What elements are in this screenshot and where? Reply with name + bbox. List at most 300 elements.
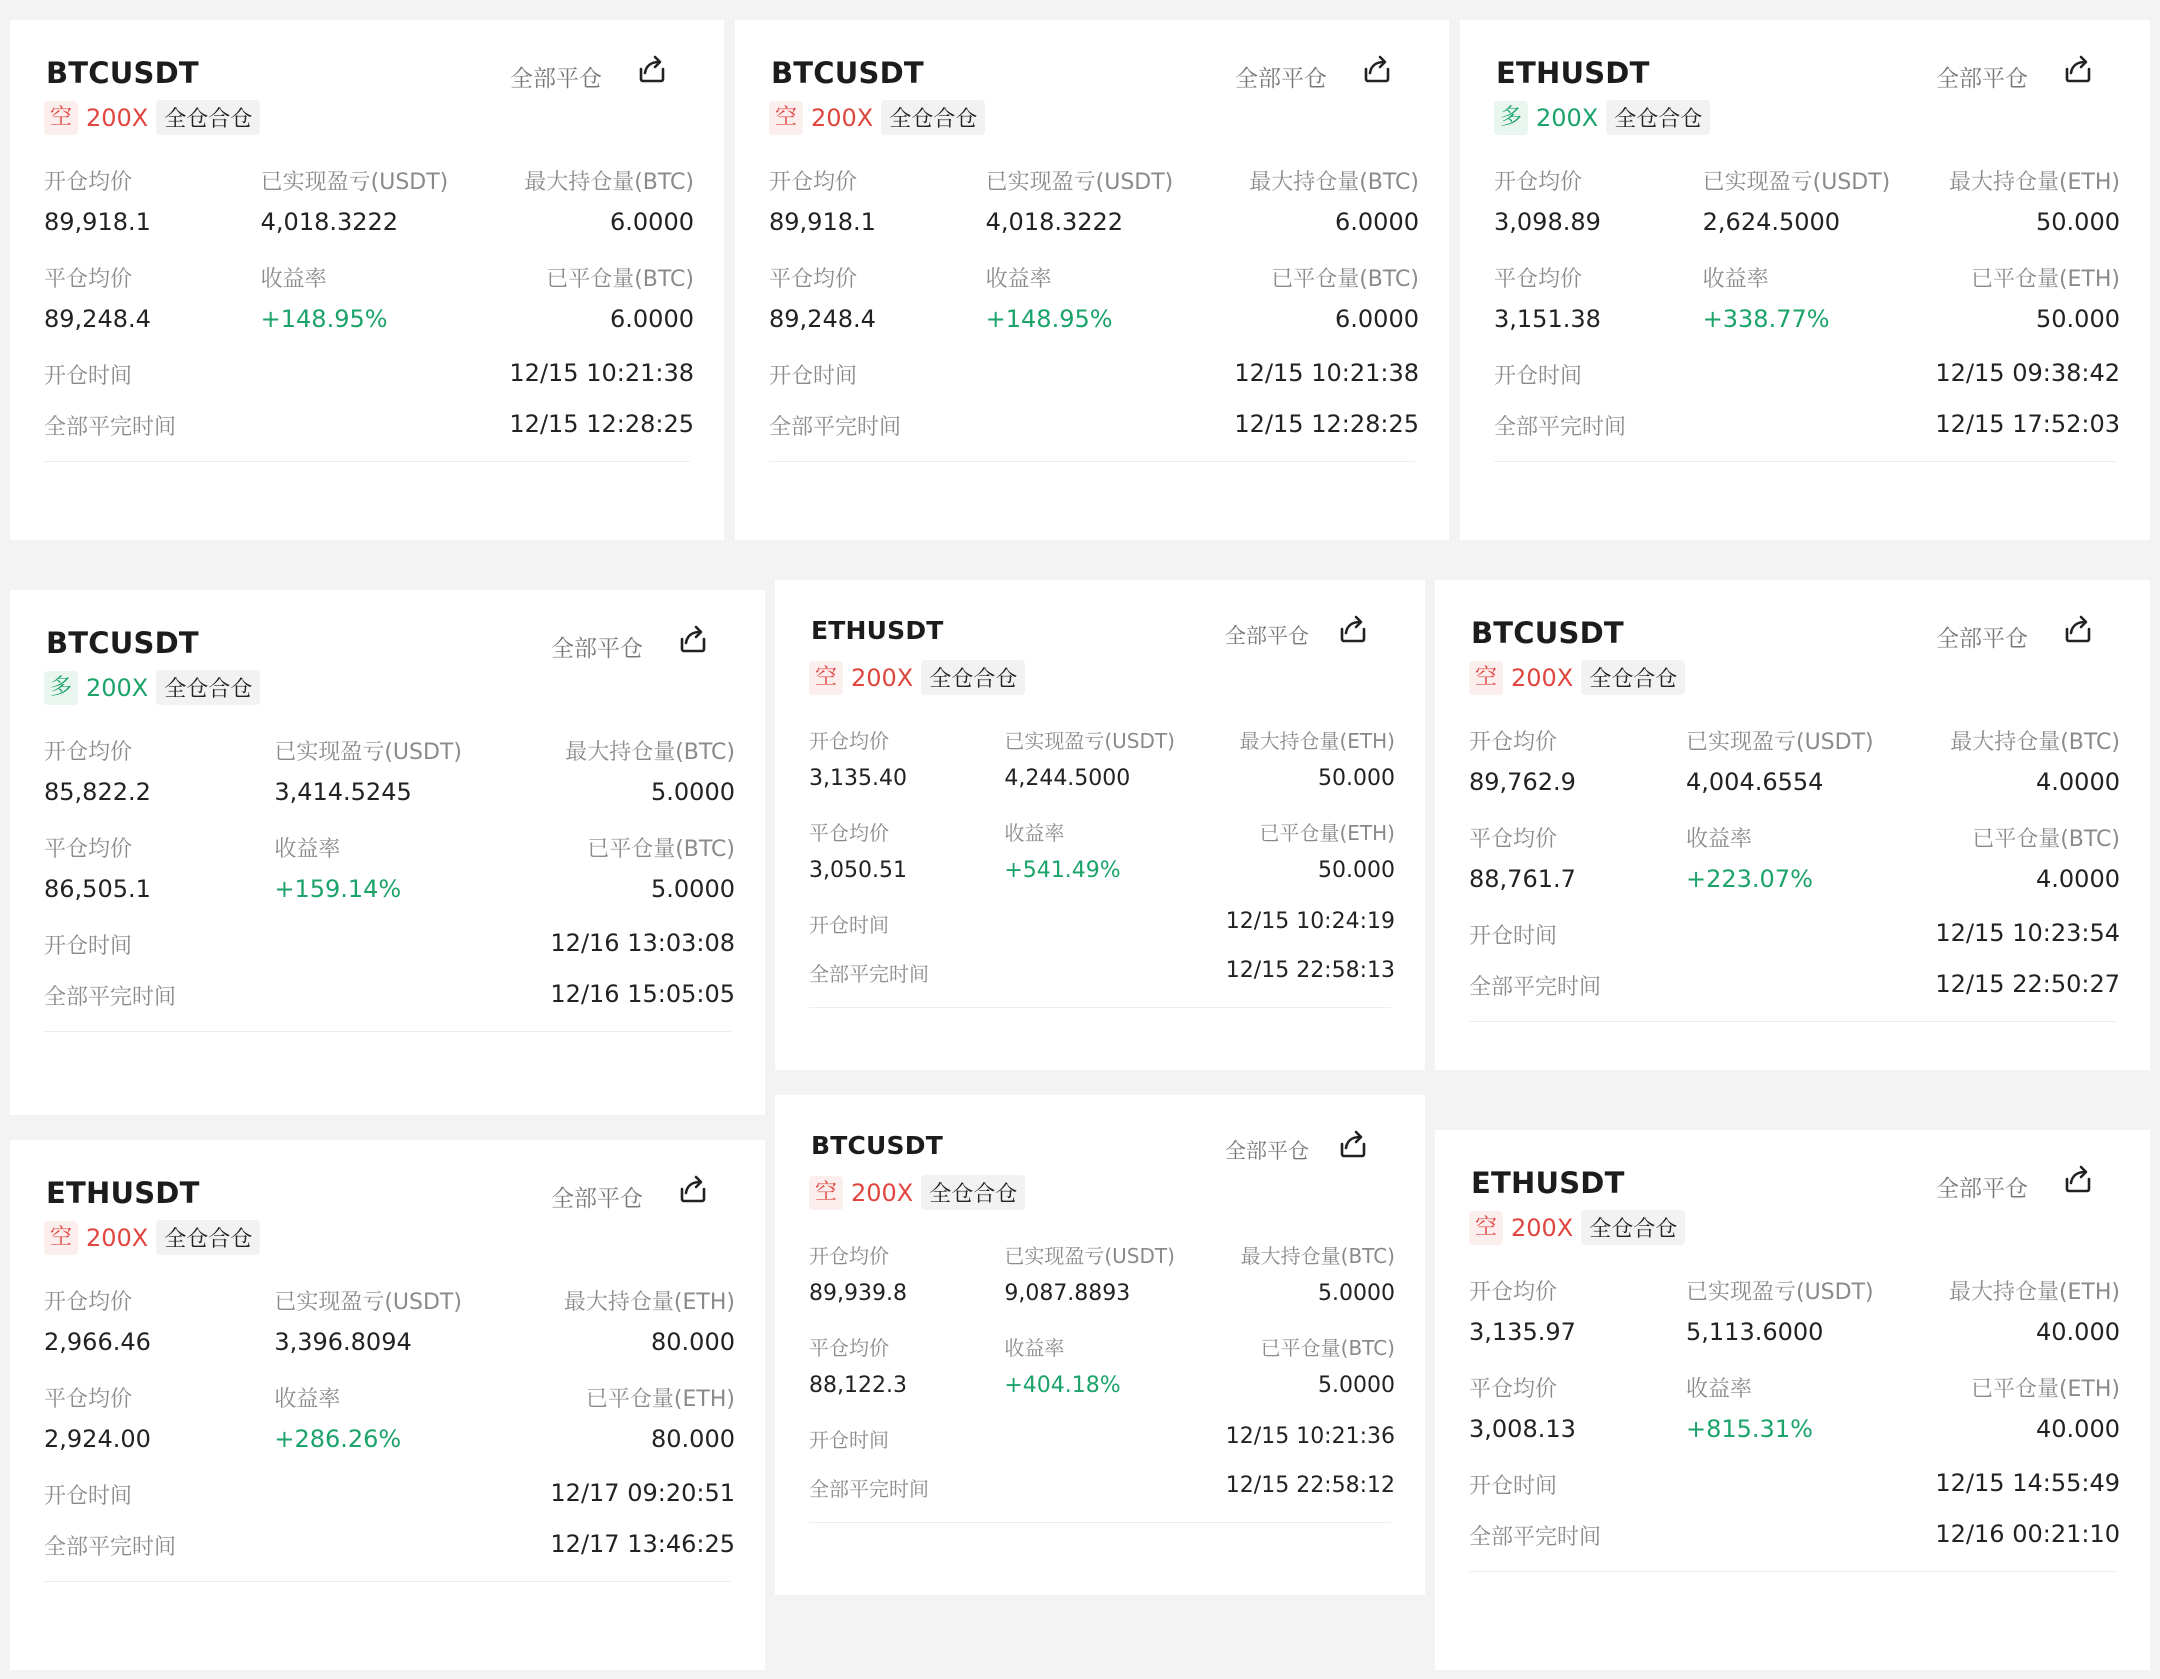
full-close-time-value: 12/17 13:46:25 xyxy=(550,1530,735,1558)
avg-open-value: 89,918.1 xyxy=(769,208,876,236)
closed-qty-value: 50.000 xyxy=(2036,305,2120,333)
avg-open-label: 开仓均价 xyxy=(44,740,133,765)
realized-label: 已实现盈亏(USDT) xyxy=(1702,170,1891,195)
closed-qty-label: 已平仓量(ETH) xyxy=(1970,1377,2120,1402)
full-close-time-row xyxy=(1469,970,2120,1001)
full-close-time-label: 全部平完时间 xyxy=(1494,415,1627,440)
open-time-value: 12/15 10:21:38 xyxy=(509,359,694,387)
max-position-cell xyxy=(477,165,694,236)
close-all-button[interactable]: 全部平仓 xyxy=(1936,66,2028,92)
roi-label: 收益率 xyxy=(1686,1377,1753,1402)
share-icon[interactable] xyxy=(2060,612,2096,648)
open-time-row xyxy=(1469,1469,2120,1500)
roi-label: 收益率 xyxy=(985,267,1052,292)
avg-open-cell xyxy=(1469,1275,1686,1346)
realized-label: 已实现盈亏(USDT) xyxy=(1686,1280,1874,1305)
realized-value: 4,244.5000 xyxy=(1004,766,1131,791)
avg-open-label: 开仓均价 xyxy=(44,1290,133,1315)
card-divider xyxy=(1469,1021,2116,1022)
symbol: BTCUSDT xyxy=(46,626,199,660)
open-time-value: 12/15 09:38:42 xyxy=(1935,359,2120,387)
realized-label: 已实现盈亏(USDT) xyxy=(1004,729,1175,753)
position-tags xyxy=(809,660,1395,695)
avg-open-label: 开仓均价 xyxy=(44,170,133,195)
realized-value: 4,018.3222 xyxy=(260,208,399,236)
roi-value: +159.14% xyxy=(274,875,402,903)
card-divider xyxy=(1469,1571,2116,1572)
max-position-cell xyxy=(505,735,735,806)
full-close-time-value: 12/15 22:58:13 xyxy=(1225,958,1395,983)
avg-open-label: 开仓均价 xyxy=(769,170,858,195)
open-time-value: 12/15 14:55:49 xyxy=(1935,1469,2120,1497)
margin-mode-badge: 全仓合仓 xyxy=(1581,660,1685,695)
position-card xyxy=(1435,1130,2150,1670)
leverage-badge: 200X xyxy=(811,103,874,132)
max-position-value: 4.0000 xyxy=(2036,768,2120,796)
card-header xyxy=(765,46,1419,92)
full-close-time-label: 全部平完时间 xyxy=(809,1477,929,1501)
open-time-row xyxy=(44,1479,735,1510)
roi-label: 收益率 xyxy=(1686,827,1753,852)
card-divider xyxy=(44,1031,731,1032)
roi-cell xyxy=(986,262,1203,333)
closed-qty-cell xyxy=(1202,262,1419,333)
closed-qty-label: 已平仓量(BTC) xyxy=(587,837,735,862)
avg-open-value: 89,762.9 xyxy=(1469,768,1576,796)
stats-grid xyxy=(1494,165,2120,359)
avg-open-value: 3,098.89 xyxy=(1494,208,1601,236)
card-header xyxy=(1465,1156,2120,1202)
max-position-value: 6.0000 xyxy=(610,208,694,236)
max-position-label: 最大持仓量(BTC) xyxy=(524,170,694,195)
closed-qty-label: 已平仓量(BTC) xyxy=(1972,827,2120,852)
leverage-badge: 200X xyxy=(851,1178,914,1207)
open-time-row xyxy=(809,909,1395,938)
realized-cell xyxy=(261,165,478,236)
close-all-button[interactable]: 全部平仓 xyxy=(551,636,643,662)
max-position-value: 5.0000 xyxy=(1318,1281,1395,1306)
avg-open-value: 85,822.2 xyxy=(44,778,151,806)
avg-open-cell xyxy=(44,165,261,236)
roi-cell xyxy=(1004,1332,1199,1398)
margin-mode-badge: 全仓合仓 xyxy=(1581,1210,1685,1245)
position-tags xyxy=(44,1220,735,1255)
direction-badge: 空 xyxy=(769,101,803,135)
roi-label: 收益率 xyxy=(274,837,341,862)
margin-mode-badge: 全仓合仓 xyxy=(156,670,260,705)
roi-value: +286.26% xyxy=(274,1425,402,1453)
close-all-button[interactable]: 全部平仓 xyxy=(1936,1176,2028,1202)
stats-grid xyxy=(769,165,1419,359)
realized-value: 2,624.5000 xyxy=(1702,208,1841,236)
close-all-button[interactable]: 全部平仓 xyxy=(1936,626,2028,652)
open-time-label: 开仓时间 xyxy=(1469,1474,1558,1499)
avg-close-label: 平仓均价 xyxy=(44,837,133,862)
symbol: ETHUSDT xyxy=(46,1176,200,1210)
closed-qty-cell xyxy=(1903,822,2120,893)
share-icon[interactable] xyxy=(675,622,711,658)
open-time-row xyxy=(44,359,694,390)
roi-value: +338.77% xyxy=(1702,305,1830,333)
realized-label: 已实现盈亏(USDT) xyxy=(985,170,1174,195)
avg-open-cell xyxy=(809,1240,1004,1306)
avg-close-value: 88,761.7 xyxy=(1469,865,1576,893)
full-close-time-value: 12/16 00:21:10 xyxy=(1935,1520,2120,1548)
position-card xyxy=(775,580,1425,1070)
close-all-button[interactable]: 全部平仓 xyxy=(551,1186,643,1212)
open-time-label: 开仓时间 xyxy=(44,934,133,959)
realized-label: 已实现盈亏(USDT) xyxy=(1004,1244,1175,1268)
card-header xyxy=(40,1166,735,1212)
avg-close-label: 平仓均价 xyxy=(44,267,133,292)
max-position-value: 40.000 xyxy=(2036,1318,2120,1346)
avg-close-label: 平仓均价 xyxy=(1469,1377,1558,1402)
avg-open-cell xyxy=(769,165,986,236)
stats-grid xyxy=(809,1240,1395,1424)
max-position-label: 最大持仓量(ETH) xyxy=(1948,170,2120,195)
avg-close-value: 88,122.3 xyxy=(809,1373,907,1398)
full-close-time-label: 全部平完时间 xyxy=(1469,975,1602,1000)
avg-close-value: 89,248.4 xyxy=(44,305,151,333)
margin-mode-badge: 全仓合仓 xyxy=(921,660,1025,695)
avg-close-label: 平仓均价 xyxy=(809,1336,889,1360)
closed-qty-value: 6.0000 xyxy=(1335,305,1419,333)
symbol: BTCUSDT xyxy=(811,1131,943,1160)
symbol: ETHUSDT xyxy=(1471,1166,1625,1200)
avg-close-cell xyxy=(1469,1372,1686,1443)
closed-qty-label: 已平仓量(BTC) xyxy=(546,267,694,292)
position-tags xyxy=(44,670,735,705)
roi-cell xyxy=(1686,1372,1903,1443)
position-tags xyxy=(769,100,1419,135)
position-tags xyxy=(1469,660,2120,695)
share-icon[interactable] xyxy=(1335,612,1371,648)
card-divider xyxy=(769,461,1415,462)
full-close-time-row xyxy=(1494,410,2120,441)
close-all-button[interactable]: 全部平仓 xyxy=(1235,66,1327,92)
avg-close-cell xyxy=(44,262,261,333)
roi-value: +404.18% xyxy=(1004,1373,1121,1398)
avg-open-cell xyxy=(1469,725,1686,796)
closed-qty-value: 5.0000 xyxy=(1318,1373,1395,1398)
share-icon[interactable] xyxy=(1359,52,1395,88)
max-position-cell xyxy=(1911,165,2120,236)
realized-value: 3,414.5245 xyxy=(274,778,412,806)
roi-value: +148.95% xyxy=(985,305,1113,333)
avg-open-label: 开仓均价 xyxy=(1469,1280,1558,1305)
max-position-value: 5.0000 xyxy=(651,778,735,806)
leverage-badge: 200X xyxy=(851,663,914,692)
position-tags xyxy=(809,1175,1395,1210)
closed-qty-label: 已平仓量(ETH) xyxy=(1259,821,1395,845)
realized-cell xyxy=(1686,725,1903,796)
card-header xyxy=(805,1121,1395,1161)
card-divider xyxy=(44,461,690,462)
open-time-row xyxy=(1494,359,2120,390)
avg-open-label: 开仓均价 xyxy=(809,729,889,753)
closed-qty-cell xyxy=(505,1382,735,1453)
avg-close-cell xyxy=(1469,822,1686,893)
position-card xyxy=(10,20,724,540)
stats-grid xyxy=(809,725,1395,909)
max-position-cell xyxy=(1200,725,1395,791)
avg-close-value: 3,050.51 xyxy=(809,858,907,883)
max-position-cell xyxy=(1903,1275,2120,1346)
roi-value: +541.49% xyxy=(1004,858,1121,883)
share-icon[interactable] xyxy=(2060,1162,2096,1198)
max-position-label: 最大持仓量(ETH) xyxy=(1239,729,1395,753)
closed-qty-value: 40.000 xyxy=(2036,1415,2120,1443)
position-card xyxy=(1460,20,2150,540)
realized-label: 已实现盈亏(USDT) xyxy=(274,1290,462,1315)
leverage-badge: 200X xyxy=(1536,103,1599,132)
closed-qty-value: 80.000 xyxy=(651,1425,735,1453)
direction-badge: 空 xyxy=(809,661,843,695)
avg-open-label: 开仓均价 xyxy=(1494,170,1583,195)
close-all-button[interactable]: 全部平仓 xyxy=(1225,624,1309,648)
card-divider xyxy=(809,1007,1391,1008)
roi-label: 收益率 xyxy=(1702,267,1769,292)
realized-cell xyxy=(1004,1240,1199,1306)
roi-value: +815.31% xyxy=(1686,1415,1813,1443)
realized-cell xyxy=(1703,165,1912,236)
realized-label: 已实现盈亏(USDT) xyxy=(1686,730,1874,755)
symbol: ETHUSDT xyxy=(1496,56,1650,90)
card-header xyxy=(1465,606,2120,652)
avg-open-label: 开仓均价 xyxy=(1469,730,1558,755)
closed-qty-value: 5.0000 xyxy=(651,875,735,903)
full-close-time-value: 12/15 17:52:03 xyxy=(1935,410,2120,438)
closed-qty-cell xyxy=(1200,817,1395,883)
max-position-label: 最大持仓量(BTC) xyxy=(1249,170,1419,195)
roi-cell xyxy=(1004,817,1199,883)
avg-open-value: 89,939.8 xyxy=(809,1281,907,1306)
avg-close-value: 2,924.00 xyxy=(44,1425,151,1453)
closed-qty-label: 已平仓量(BTC) xyxy=(1260,1336,1395,1360)
close-all-button[interactable]: 全部平仓 xyxy=(1225,1139,1309,1163)
roi-label: 收益率 xyxy=(1004,1336,1065,1360)
avg-open-cell xyxy=(809,725,1004,791)
open-time-row xyxy=(809,1424,1395,1453)
card-header xyxy=(1490,46,2120,92)
max-position-cell xyxy=(1202,165,1419,236)
roi-cell xyxy=(1686,822,1903,893)
open-time-row xyxy=(1469,919,2120,950)
max-position-label: 最大持仓量(ETH) xyxy=(1948,1280,2120,1305)
roi-cell xyxy=(274,1382,504,1453)
full-close-time-label: 全部平完时间 xyxy=(1469,1525,1602,1550)
full-close-time-value: 12/15 22:58:12 xyxy=(1225,1473,1395,1498)
closed-qty-label: 已平仓量(BTC) xyxy=(1271,267,1419,292)
open-time-row xyxy=(769,359,1419,390)
avg-close-value: 89,248.4 xyxy=(769,305,876,333)
realized-value: 5,113.6000 xyxy=(1686,1318,1824,1346)
direction-badge: 多 xyxy=(1494,101,1528,135)
closed-qty-label: 已平仓量(ETH) xyxy=(1970,267,2120,292)
card-header xyxy=(40,616,735,662)
roi-label: 收益率 xyxy=(274,1387,341,1412)
margin-mode-badge: 全仓合仓 xyxy=(921,1175,1025,1210)
avg-open-label: 开仓均价 xyxy=(809,1244,889,1268)
roi-value: +148.95% xyxy=(260,305,388,333)
position-tags xyxy=(1469,1210,2120,1245)
open-time-value: 12/15 10:23:54 xyxy=(1935,919,2120,947)
avg-open-cell xyxy=(1494,165,1703,236)
avg-close-value: 3,151.38 xyxy=(1494,305,1601,333)
full-close-time-row xyxy=(769,410,1419,441)
full-close-time-row xyxy=(809,1473,1395,1502)
symbol: BTCUSDT xyxy=(771,56,924,90)
max-position-value: 50.000 xyxy=(2036,208,2120,236)
roi-label: 收益率 xyxy=(1004,821,1065,845)
roi-cell xyxy=(274,832,504,903)
full-close-time-row xyxy=(809,958,1395,987)
max-position-cell xyxy=(1903,725,2120,796)
full-close-time-value: 12/15 12:28:25 xyxy=(509,410,694,438)
realized-label: 已实现盈亏(USDT) xyxy=(274,740,462,765)
avg-close-cell xyxy=(1494,262,1703,333)
closed-qty-value: 6.0000 xyxy=(610,305,694,333)
avg-close-cell xyxy=(809,1332,1004,1398)
max-position-label: 最大持仓量(BTC) xyxy=(565,740,735,765)
margin-mode-badge: 全仓合仓 xyxy=(156,1220,260,1255)
open-time-label: 开仓时间 xyxy=(44,1484,133,1509)
avg-close-label: 平仓均价 xyxy=(44,1387,133,1412)
realized-value: 3,396.8094 xyxy=(274,1328,412,1356)
avg-close-value: 86,505.1 xyxy=(44,875,151,903)
card-divider xyxy=(44,1581,731,1582)
card-header xyxy=(40,46,694,92)
max-position-label: 最大持仓量(BTC) xyxy=(1950,730,2120,755)
position-card xyxy=(1435,580,2150,1070)
direction-badge: 空 xyxy=(1469,661,1503,695)
leverage-badge: 200X xyxy=(86,673,149,702)
share-icon[interactable] xyxy=(634,52,670,88)
symbol: BTCUSDT xyxy=(46,56,199,90)
share-icon[interactable] xyxy=(675,1172,711,1208)
open-time-label: 开仓时间 xyxy=(809,1428,889,1452)
closed-qty-cell xyxy=(505,832,735,903)
symbol: ETHUSDT xyxy=(811,616,944,645)
position-tags xyxy=(44,100,694,135)
open-time-value: 12/15 10:21:36 xyxy=(1225,1424,1395,1449)
avg-close-label: 平仓均价 xyxy=(1469,827,1558,852)
stats-grid xyxy=(44,1285,735,1479)
direction-badge: 空 xyxy=(809,1176,843,1210)
direction-badge: 空 xyxy=(44,101,78,135)
closed-qty-value: 4.0000 xyxy=(2036,865,2120,893)
realized-cell xyxy=(986,165,1203,236)
card-divider xyxy=(1494,461,2116,462)
max-position-value: 50.000 xyxy=(1318,766,1395,791)
open-time-label: 开仓时间 xyxy=(769,364,858,389)
closed-qty-cell xyxy=(477,262,694,333)
stats-grid xyxy=(1469,725,2120,919)
share-icon[interactable] xyxy=(1335,1127,1371,1163)
share-icon[interactable] xyxy=(2060,52,2096,88)
avg-close-cell xyxy=(44,832,274,903)
margin-mode-badge: 全仓合仓 xyxy=(1606,100,1710,135)
stats-grid xyxy=(44,735,735,929)
closed-qty-cell xyxy=(1911,262,2120,333)
avg-close-cell xyxy=(44,1382,274,1453)
max-position-cell xyxy=(1200,1240,1395,1306)
realized-cell xyxy=(274,1285,504,1356)
stats-grid xyxy=(1469,1275,2120,1469)
full-close-time-row xyxy=(44,980,735,1011)
open-time-row xyxy=(44,929,735,960)
avg-close-cell xyxy=(769,262,986,333)
card-header xyxy=(805,606,1395,646)
closed-qty-cell xyxy=(1903,1372,2120,1443)
max-position-cell xyxy=(505,1285,735,1356)
roi-cell xyxy=(1703,262,1912,333)
direction-badge: 多 xyxy=(44,671,78,705)
realized-value: 4,018.3222 xyxy=(985,208,1124,236)
closed-qty-label: 已平仓量(ETH) xyxy=(585,1387,735,1412)
full-close-time-row xyxy=(44,1530,735,1561)
leverage-badge: 200X xyxy=(86,1223,149,1252)
avg-close-value: 3,008.13 xyxy=(1469,1415,1576,1443)
realized-cell xyxy=(1004,725,1199,791)
avg-close-label: 平仓均价 xyxy=(769,267,858,292)
avg-open-value: 2,966.46 xyxy=(44,1328,151,1356)
leverage-badge: 200X xyxy=(1511,1213,1574,1242)
roi-cell xyxy=(261,262,478,333)
open-time-value: 12/16 13:03:08 xyxy=(550,929,735,957)
position-card xyxy=(775,1095,1425,1595)
avg-open-cell xyxy=(44,1285,274,1356)
full-close-time-value: 12/15 22:50:27 xyxy=(1935,970,2120,998)
realized-cell xyxy=(274,735,504,806)
open-time-value: 12/15 10:24:19 xyxy=(1225,909,1395,934)
max-position-label: 最大持仓量(ETH) xyxy=(563,1290,735,1315)
position-card xyxy=(10,590,765,1115)
avg-open-value: 3,135.40 xyxy=(809,766,907,791)
position-card xyxy=(735,20,1449,540)
realized-label: 已实现盈亏(USDT) xyxy=(260,170,449,195)
avg-open-cell xyxy=(44,735,274,806)
open-time-label: 开仓时间 xyxy=(1494,364,1583,389)
position-card xyxy=(10,1140,765,1670)
max-position-value: 80.000 xyxy=(651,1328,735,1356)
full-close-time-label: 全部平完时间 xyxy=(809,962,929,986)
max-position-value: 6.0000 xyxy=(1335,208,1419,236)
full-close-time-label: 全部平完时间 xyxy=(769,415,902,440)
full-close-time-label: 全部平完时间 xyxy=(44,415,177,440)
open-time-label: 开仓时间 xyxy=(809,913,889,937)
roi-label: 收益率 xyxy=(260,267,327,292)
position-tags xyxy=(1494,100,2120,135)
realized-value: 9,087.8893 xyxy=(1004,1281,1131,1306)
realized-cell xyxy=(1686,1275,1903,1346)
full-close-time-row xyxy=(44,410,694,441)
direction-badge: 空 xyxy=(44,1221,78,1255)
avg-open-value: 3,135.97 xyxy=(1469,1318,1576,1346)
closed-qty-value: 50.000 xyxy=(1318,858,1395,883)
full-close-time-value: 12/16 15:05:05 xyxy=(550,980,735,1008)
open-time-value: 12/15 10:21:38 xyxy=(1234,359,1419,387)
card-divider xyxy=(809,1522,1391,1523)
close-all-button[interactable]: 全部平仓 xyxy=(510,66,602,92)
stats-grid xyxy=(44,165,694,359)
open-time-label: 开仓时间 xyxy=(44,364,133,389)
symbol: BTCUSDT xyxy=(1471,616,1624,650)
leverage-badge: 200X xyxy=(86,103,149,132)
avg-close-label: 平仓均价 xyxy=(809,821,889,845)
open-time-value: 12/17 09:20:51 xyxy=(550,1479,735,1507)
closed-qty-cell xyxy=(1200,1332,1395,1398)
